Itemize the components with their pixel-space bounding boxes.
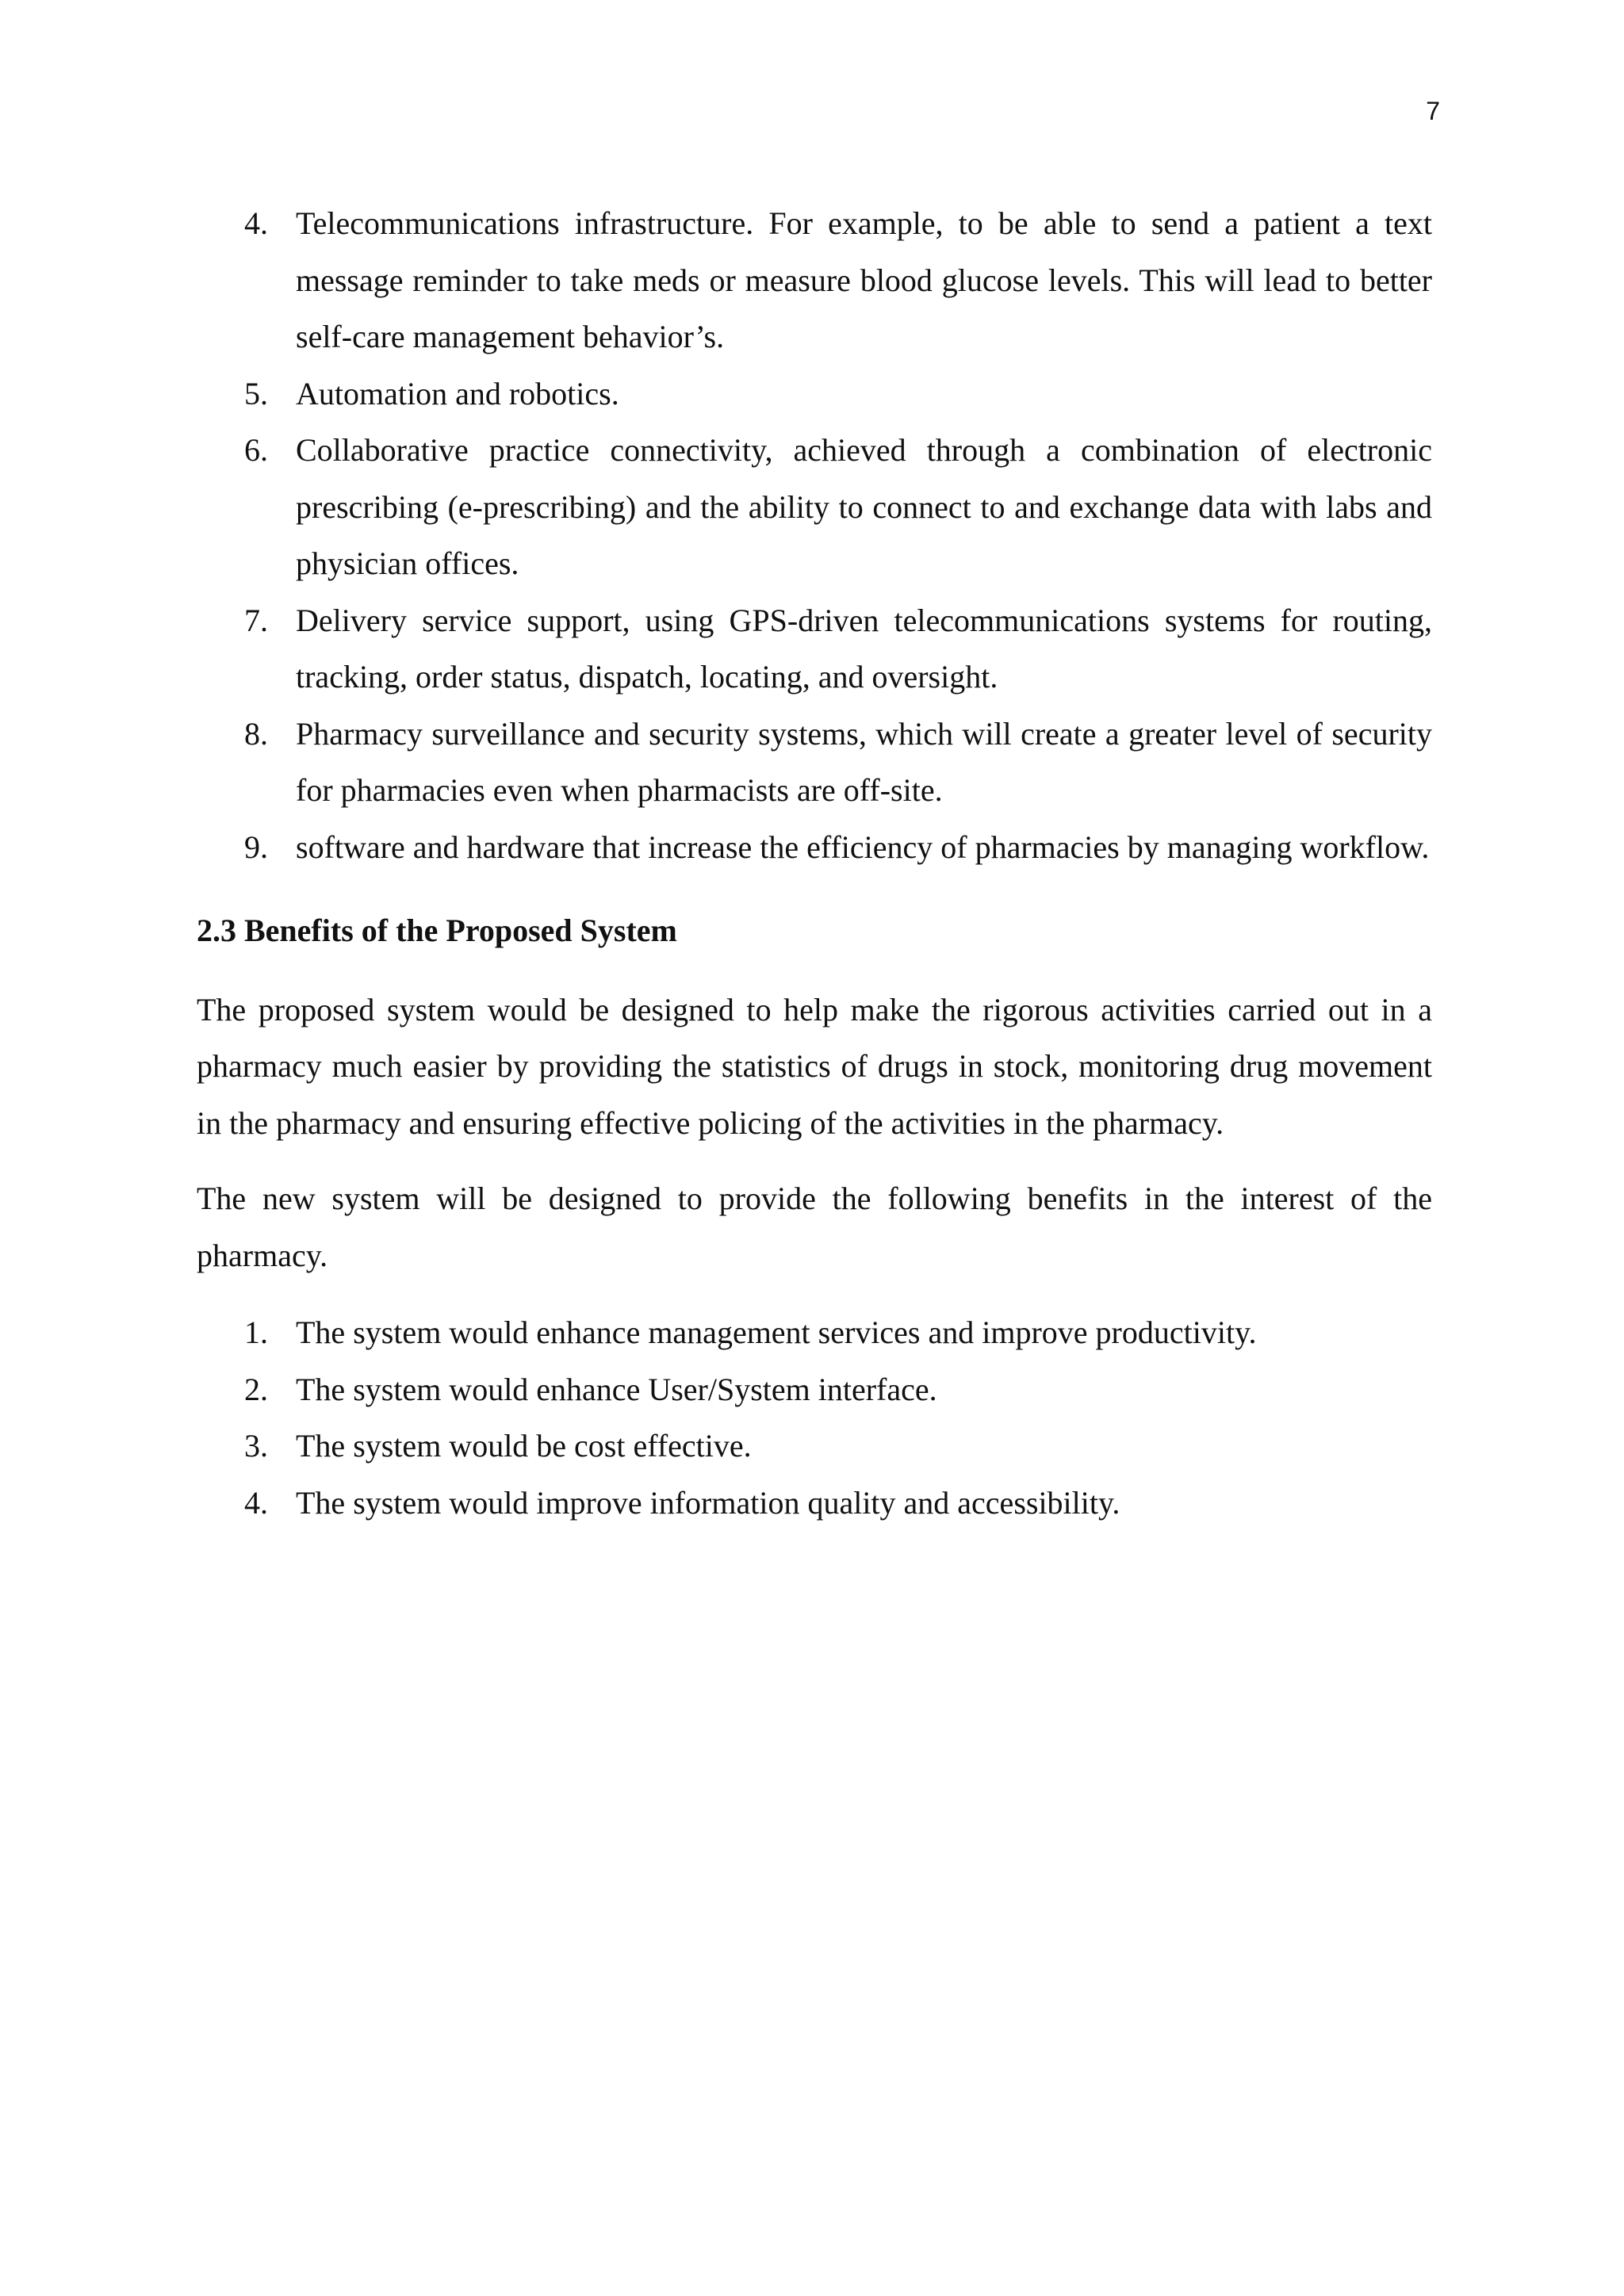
list-item-number: 9. [244,828,268,865]
list-item-number: 7. [244,602,268,638]
list-item [197,365,1432,423]
list-item [197,1361,1432,1418]
list-item [197,1304,1432,1361]
list-item-text: Automation and robotics. [296,375,619,411]
list-item-number: 1. [244,1314,268,1350]
list-item [197,195,1432,365]
list-item [197,1418,1432,1475]
list-item-number: 4. [244,1484,268,1521]
list-item [197,706,1432,819]
list-item-number: 2. [244,1371,268,1407]
list-item-text: The system would improve information quality and accessibility. [296,1484,1120,1521]
list-item-number: 6. [244,432,268,468]
benefits-list [197,1304,1432,1531]
list-item-text: The system would enhance User/System interface. [296,1371,937,1407]
paragraph: The proposed system would be designed to help make the rigorous activities carried out in a pharmacy much easier by providing the statistics of drugs in stock, monitoring drug movement in the pharmacy and ensuring effective policing of the activities in the pharmacy. [197,991,1432,1141]
list-item [197,1475,1432,1532]
list-item-text: Delivery service support, using GPS-driven telecommunications systems for routing, tracking, order status, dispatch, locating, and oversight. [296,602,1432,695]
list-item [197,592,1432,706]
document-body [197,195,1432,1531]
technology-list [197,195,1432,875]
list-item-text: Collaborative practice connectivity, achieved through a combination of electronic prescribing (e-prescribing) and the ability to connect to and exchange data with labs and physician offices. [296,432,1432,581]
list-item-number: 5. [244,375,268,411]
list-item [197,819,1432,876]
list-item-number: 4. [244,205,268,241]
list-item-text: Pharmacy surveillance and security systems, which will create a greater level of security for pharmacies even when pharmacists are off-site. [296,715,1432,808]
section-heading: 2.3 Benefits of the Proposed System [197,913,677,948]
list-item-number: 8. [244,715,268,752]
list-item-number: 3. [244,1428,268,1464]
paragraph: The new system will be designed to provide the following benefits in the interest of the pharmacy. [197,1181,1432,1273]
list-item [197,422,1432,592]
page-number: 7 [1426,97,1440,125]
list-item-text: The system would enhance management services and improve productivity. [296,1314,1257,1350]
list-item-text: software and hardware that increase the efficiency of pharmacies by managing workflow. [296,828,1430,865]
list-item-text: The system would be cost effective. [296,1428,752,1464]
list-item-text: Telecommunications infrastructure. For example, to be able to send a patient a text message reminder to take meds or measure blood glucose levels. This will lead to better self-care management behavior’s. [296,205,1432,354]
